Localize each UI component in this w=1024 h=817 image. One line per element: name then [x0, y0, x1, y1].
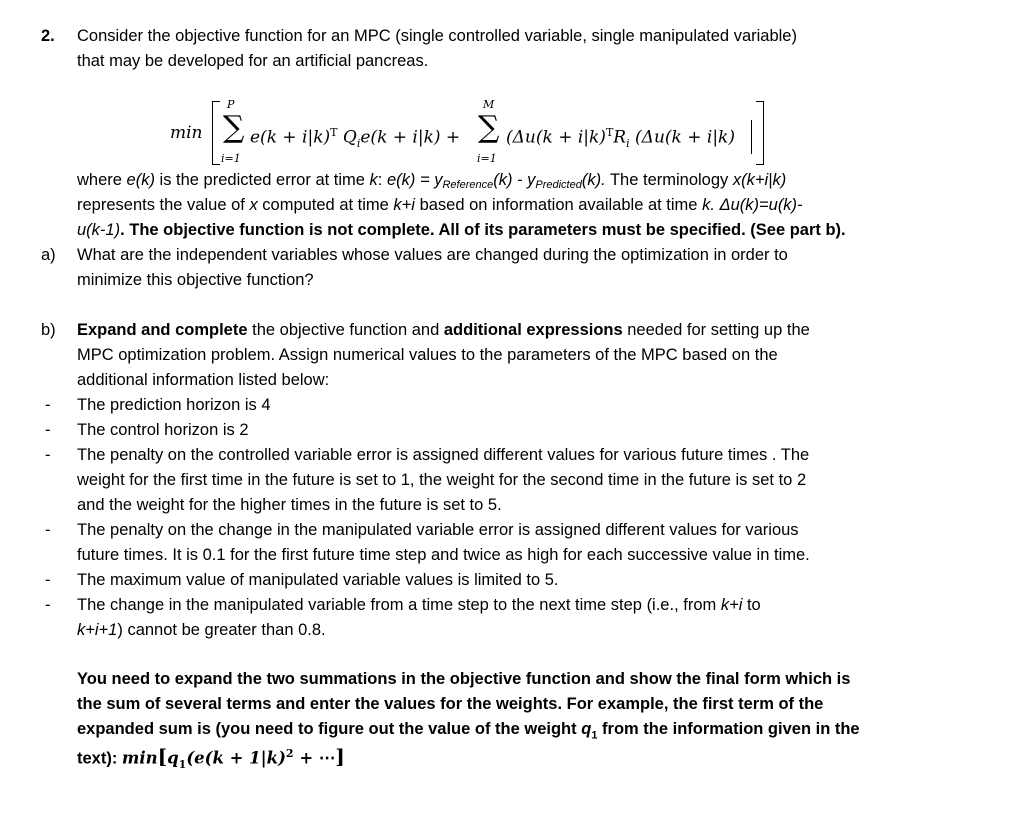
- instructions-line-2: the sum of several terms and enter the values for the weights. For example, the first term of the: [77, 695, 824, 713]
- bullet-cv-penalty-line-3: and the weight for the higher times in the future is set to 5.: [77, 496, 502, 514]
- bullet-mv-change-line-2: k+i+1) cannot be greater than 0.8.: [77, 621, 326, 639]
- formula-right-bracket: [756, 101, 764, 165]
- part-b-line-2: MPC optimization problem. Assign numerical values to the parameters of the MPC based on the: [77, 346, 778, 364]
- formula-term-1: [250, 122, 460, 155]
- transpose-2: T: [605, 126, 614, 139]
- formula-error-term-2: e(k + i|k) +: [360, 127, 461, 148]
- bullet-mv-penalty-line-1: The penalty on the change in the manipulated variable error is assigned different values for various: [77, 521, 799, 539]
- bullet-dash: -: [45, 521, 51, 539]
- bullet-dash: -: [45, 396, 51, 414]
- part-a-line-1: What are the independent variables whose values are changed during the optimization in order to: [77, 246, 788, 264]
- part-a-line-2: minimize this objective function?: [77, 271, 314, 289]
- r-weight-sub: i: [626, 137, 630, 151]
- where-line-3: u(k-1). The objective function is not complete. All of its parameters must be specified. (See part b).: [77, 221, 846, 239]
- instructions-line-4: text): $\min[q_1(e(k + 1|k)^2$ + ⋯]: [77, 744, 345, 771]
- intro-line-2: that may be developed for an artificial pancreas.: [77, 52, 429, 70]
- bullet-cv-penalty-line-2: weight for the first time in the future is set to 1, the weight for the second time in the future is set to 2: [77, 471, 807, 489]
- intro-line-1: Consider the objective function for an MPC (single controlled variable, single manipulated variable): [77, 27, 797, 45]
- sum2-upper-limit: M: [483, 98, 495, 111]
- bullet-dash: -: [45, 596, 51, 614]
- part-b-line-3: additional information listed below:: [77, 371, 330, 389]
- formula-error-term: e(k + i|k): [250, 127, 331, 148]
- bullet-dash: -: [45, 446, 51, 464]
- bullet-mv-max: The maximum value of manipulated variable values is limited to 5.: [77, 571, 559, 589]
- part-a-label: a): [41, 246, 56, 264]
- sum1-sigma: ∑: [223, 110, 245, 145]
- instructions-line-1: You need to expand the two summations in the objective function and show the final form which is: [77, 670, 851, 688]
- where-line-2: represents the value of x computed at time k+i based on information available at time k. Δu(k)=u(k)-: [77, 196, 803, 214]
- bullet-dash: -: [45, 421, 51, 439]
- sum2-sigma: ∑: [478, 110, 500, 145]
- instructions-line-3: expanded sum is (you need to figure out the value of the weight $q_1$ from the information given in the: [77, 720, 860, 742]
- bullet-dash: -: [45, 571, 51, 589]
- formula-left-bracket: [212, 101, 220, 165]
- bullet-cv-penalty-line-1: The penalty on the controlled variable error is assigned different values for various future times . The: [77, 446, 810, 464]
- part-b-label: b): [41, 321, 56, 339]
- where-line-1: where e(k) is the predicted error at time k: $e(k) = y_{Reference}(k) - y_{Predicted}(k)$. The terminology x(k+i|k): [77, 171, 787, 191]
- r-weight: R: [613, 127, 627, 148]
- formula-min: min: [170, 123, 203, 143]
- sum1-upper-limit: P: [227, 98, 235, 111]
- q-weight-sub: i: [356, 137, 361, 151]
- bullet-control-horizon: The control horizon is 2: [77, 421, 249, 439]
- part-b-line-1: Expand and complete the objective function and additional expressions needed for setting up the: [77, 321, 810, 339]
- sum2-lower-limit: i=1: [477, 152, 497, 165]
- bullet-mv-penalty-line-2: future times. It is 0.1 for the first future time step and twice as high for each successive value in time.: [77, 546, 810, 564]
- transpose-1: T: [330, 126, 338, 139]
- formula-term-2: [506, 122, 735, 155]
- formula-delta-u-term: (Δu(k + i|k): [506, 127, 606, 148]
- sum1-lower-limit: i=1: [221, 152, 241, 165]
- bullet-mv-change-line-1: The change in the manipulated variable from a time step to the next time step (i.e., from k+i to: [77, 596, 761, 614]
- formula-delta-u-term-2: (Δu(k + i|k): [635, 127, 735, 148]
- question-number: 2.: [41, 27, 55, 45]
- formula-closing-bar: [751, 120, 752, 154]
- bullet-prediction-horizon: The prediction horizon is 4: [77, 396, 271, 414]
- q-weight: Q: [342, 127, 357, 148]
